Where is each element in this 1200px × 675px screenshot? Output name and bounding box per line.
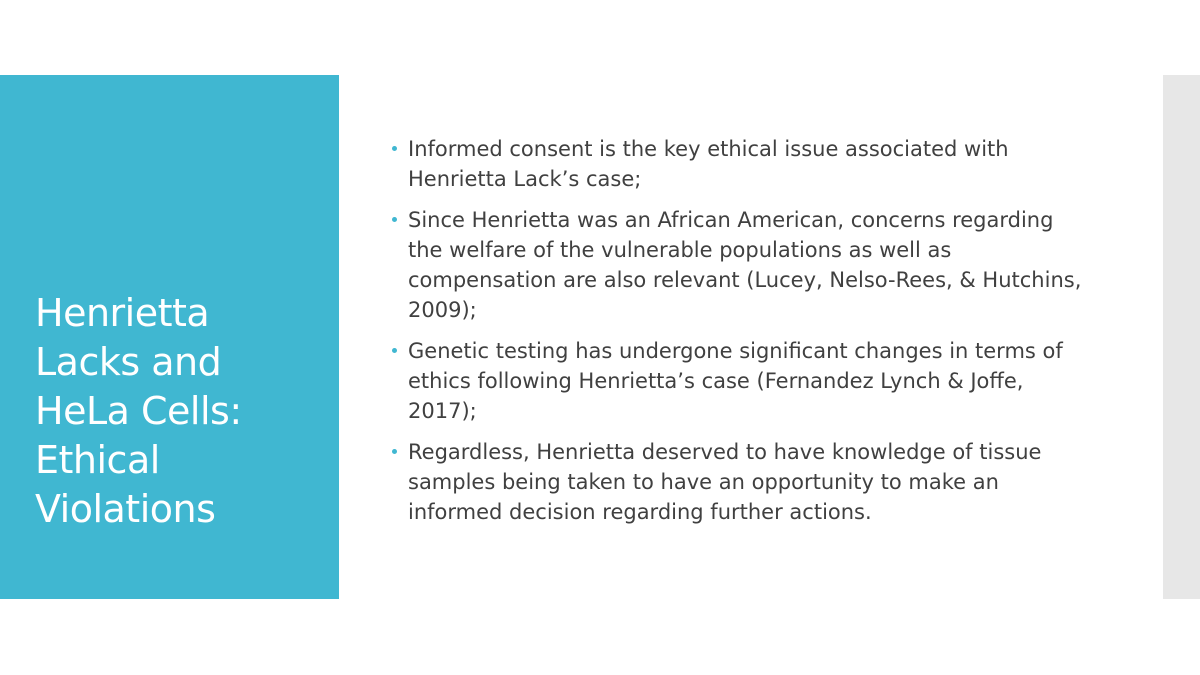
bullet-dot-icon [392, 449, 397, 454]
bullet-item-knowledge-of-samples [390, 437, 1090, 527]
slide-title: Henrietta Lacks and HeLa Cells: Ethical Violations [35, 291, 242, 531]
bullet-text: Informed consent is the key ethical issue associated with Henrietta Lack’s case; [408, 137, 1009, 191]
bullet-text: Since Henrietta was an African American, concerns regarding the welfare of the vulnerable populations as well as compensation are also relevant (Lucey, Nelso-Rees, & Hutchins, 2009); [408, 208, 1082, 322]
bullet-dot-icon [392, 348, 397, 353]
bullet-text: Genetic testing has undergone significant changes in terms of ethics following Henrietta’s case (Fernandez Lynch & Joffe, 2017); [408, 339, 1063, 423]
bullet-item-informed-consent [390, 134, 1090, 194]
title-panel [0, 75, 339, 599]
bullet-dot-icon [392, 217, 397, 222]
right-side-bar [1163, 75, 1200, 599]
bullet-dot-icon [392, 146, 397, 151]
bullet-text: Regardless, Henrietta deserved to have knowledge of tissue samples being taken to have an opportunity to make an informed decision regarding further actions. [408, 440, 1042, 524]
bullet-item-genetic-testing [390, 336, 1090, 426]
bullet-item-vulnerable-populations [390, 205, 1090, 325]
bullet-list [390, 134, 1090, 538]
